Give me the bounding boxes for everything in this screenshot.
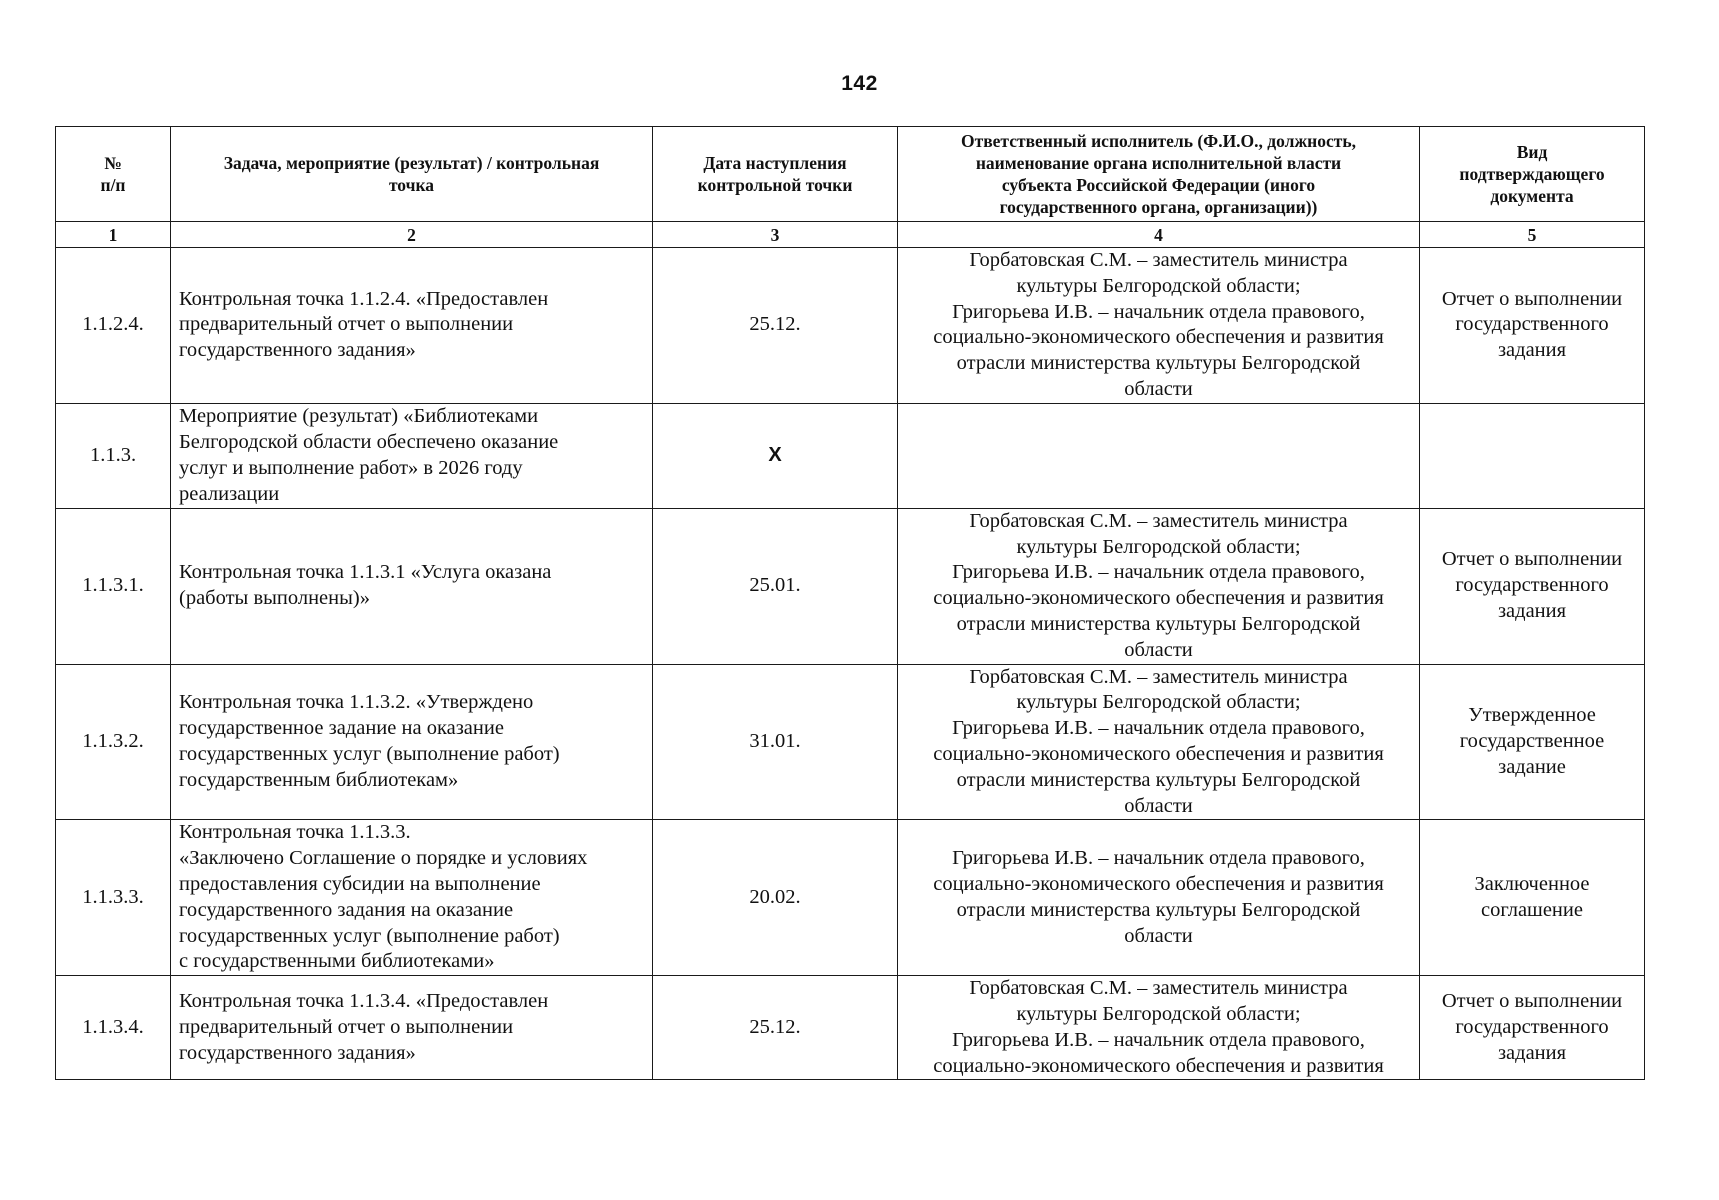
date-cell: 25.12. <box>653 248 898 404</box>
text-line: (работы выполнены)» <box>179 587 370 610</box>
row-number: 1.1.3.4. <box>56 976 171 1080</box>
document-cell <box>1420 248 1645 404</box>
task-cell <box>171 508 653 664</box>
date-cell: 20.02. <box>653 820 898 976</box>
text-line: Григорьева И.В. – начальник отдела правового, <box>952 847 1365 870</box>
text-line: «Заключено Соглашение о порядке и условиях <box>179 847 588 870</box>
text-line: государственного задания» <box>179 339 416 362</box>
row-number: 1.1.2.4. <box>56 248 171 404</box>
row-number: 1.1.3.3. <box>56 820 171 976</box>
text-line: области <box>1124 377 1193 400</box>
text-line: государственных услуг (выполнение работ) <box>179 924 560 947</box>
text-line: социально-экономического обеспечения и развития <box>933 742 1384 765</box>
header-line: субъекта Российской Федерации (иного <box>1001 175 1316 195</box>
header-line: Вид <box>1516 142 1548 162</box>
row-number: 1.1.3.2. <box>56 664 171 820</box>
text-line: задания <box>1497 1041 1567 1064</box>
document-cell <box>1420 820 1645 976</box>
text-line: отрасли министерства культуры Белгородской <box>956 898 1361 921</box>
column-numbers-row <box>56 222 1645 248</box>
table-row <box>56 820 1645 976</box>
text-line: Контрольная точка 1.1.3.2. «Утверждено <box>179 691 534 714</box>
text-line: государственное задание на оказание <box>179 717 504 740</box>
text-line: культуры Белгородской области; <box>1016 691 1301 714</box>
text-line: Григорьева И.В. – начальник отдела правового, <box>952 717 1365 740</box>
task-cell <box>171 248 653 404</box>
text-line: культуры Белгородской области; <box>1016 1002 1301 1025</box>
text-line: Отчет о выполнении <box>1441 287 1623 310</box>
header-line: точка <box>388 175 435 195</box>
text-line: государственного задания на оказание <box>179 898 514 921</box>
executor-cell <box>898 403 1420 508</box>
column-number: 2 <box>171 222 653 248</box>
text-line: Горбатовская С.М. – заместитель министра <box>969 509 1348 532</box>
task-cell <box>171 403 653 508</box>
text-line: Контрольная точка 1.1.3.3. <box>179 821 411 844</box>
table-row <box>56 976 1645 1080</box>
text-line: отрасли министерства культуры Белгородской <box>956 352 1361 375</box>
text-line: Отчет о выполнении <box>1441 990 1623 1013</box>
header-date <box>653 127 898 222</box>
text-line: Утвержденное <box>1468 704 1596 727</box>
executor-cell <box>898 664 1420 820</box>
table-row <box>56 248 1645 404</box>
task-cell <box>171 664 653 820</box>
text-line: задания <box>1497 600 1567 623</box>
header-line: Дата наступления <box>703 153 847 173</box>
date-cell: 25.01. <box>653 508 898 664</box>
text-line: государственного <box>1455 1015 1609 1038</box>
page-number: 142 <box>841 72 878 95</box>
control-points-table <box>55 126 1645 1080</box>
header-number <box>56 127 171 222</box>
table-row <box>56 664 1645 820</box>
header-line: государственного органа, организации)) <box>999 197 1318 217</box>
header-line: контрольной точки <box>697 175 853 195</box>
text-line: с государственными библиотеками» <box>179 950 495 973</box>
row-number: 1.1.3.1. <box>56 508 171 664</box>
text-line: соглашение <box>1481 898 1583 921</box>
text-line: области <box>1124 794 1193 817</box>
text-line: социально-экономического обеспечения и развития <box>933 587 1384 610</box>
text-line: предварительный отчет о выполнении <box>179 313 514 336</box>
document-cell <box>1420 664 1645 820</box>
text-line: предоставления субсидии на выполнение <box>179 872 541 895</box>
text-line: Григорьева И.В. – начальник отдела правового, <box>952 561 1365 584</box>
text-line: отрасли министерства культуры Белгородской <box>956 768 1361 791</box>
column-number: 3 <box>653 222 898 248</box>
document-cell <box>1420 403 1645 508</box>
text-line: Григорьева И.В. – начальник отдела правового, <box>952 300 1365 323</box>
header-line: Задача, мероприятие (результат) / контрольная <box>223 153 600 173</box>
text-line: области <box>1124 924 1193 947</box>
text-line: Заключенное <box>1474 872 1590 895</box>
text-line: государственного <box>1455 313 1609 336</box>
text-line: отрасли министерства культуры Белгородской <box>956 612 1361 635</box>
text-line: Контрольная точка 1.1.2.4. «Предоставлен <box>179 287 549 310</box>
column-number: 5 <box>1420 222 1645 248</box>
text-line: Контрольная точка 1.1.3.1 «Услуга оказана <box>179 561 552 584</box>
text-line: услуг и выполнение работ» в 2026 году <box>179 456 523 479</box>
executor-cell <box>898 248 1420 404</box>
text-line: государственного задания» <box>179 1041 416 1064</box>
task-cell <box>171 820 653 976</box>
table-row <box>56 508 1645 664</box>
text-line: предварительный отчет о выполнении <box>179 1015 514 1038</box>
document-cell <box>1420 508 1645 664</box>
text-line: Отчет о выполнении <box>1441 548 1623 571</box>
text-line: государственных услуг (выполнение работ) <box>179 742 560 765</box>
task-cell <box>171 976 653 1080</box>
text-line: реализации <box>179 482 280 505</box>
text-line: Мероприятие (результат) «Библиотеками <box>179 405 539 428</box>
text-line: государственного <box>1455 574 1609 597</box>
date-cell: 25.12. <box>653 976 898 1080</box>
executor-cell <box>898 508 1420 664</box>
document-cell <box>1420 976 1645 1080</box>
date-cell: 31.01. <box>653 664 898 820</box>
text-line: культуры Белгородской области; <box>1016 274 1301 297</box>
text-line: Контрольная точка 1.1.3.4. «Предоставлен <box>179 990 549 1013</box>
text-line: Горбатовская С.М. – заместитель министра <box>969 665 1348 688</box>
header-row <box>56 127 1645 222</box>
text-line: Горбатовская С.М. – заместитель министра <box>969 977 1348 1000</box>
text-line: области <box>1124 638 1193 661</box>
date-cell: X <box>653 403 898 508</box>
executor-cell <box>898 976 1420 1080</box>
header-task <box>171 127 653 222</box>
text-line: государственным библиотекам» <box>179 768 459 791</box>
header-line: п/п <box>100 175 126 195</box>
column-number: 1 <box>56 222 171 248</box>
header-line: Ответственный исполнитель (Ф.И.О., должность, <box>960 131 1356 151</box>
text-line: социально-экономического обеспечения и развития <box>933 1054 1384 1077</box>
text-line: государственное <box>1459 730 1605 753</box>
column-number: 4 <box>898 222 1420 248</box>
text-line: Григорьева И.В. – начальник отдела правового, <box>952 1028 1365 1051</box>
header-line: подтверждающего <box>1459 164 1605 184</box>
text-line: задания <box>1497 339 1567 362</box>
text-line: социально-экономического обеспечения и развития <box>933 872 1384 895</box>
text-line: культуры Белгородской области; <box>1016 535 1301 558</box>
row-number: 1.1.3. <box>56 403 171 508</box>
header-line: наименование органа исполнительной власти <box>975 153 1342 173</box>
text-line: Белгородской области обеспечено оказание <box>179 430 559 453</box>
header-executor <box>898 127 1420 222</box>
header-line: № <box>104 153 122 173</box>
executor-cell <box>898 820 1420 976</box>
text-line: социально-экономического обеспечения и развития <box>933 326 1384 349</box>
text-line: задание <box>1498 755 1566 778</box>
header-line: документа <box>1490 186 1574 206</box>
text-line: Горбатовская С.М. – заместитель министра <box>969 249 1348 271</box>
table-row <box>56 403 1645 508</box>
header-document <box>1420 127 1645 222</box>
